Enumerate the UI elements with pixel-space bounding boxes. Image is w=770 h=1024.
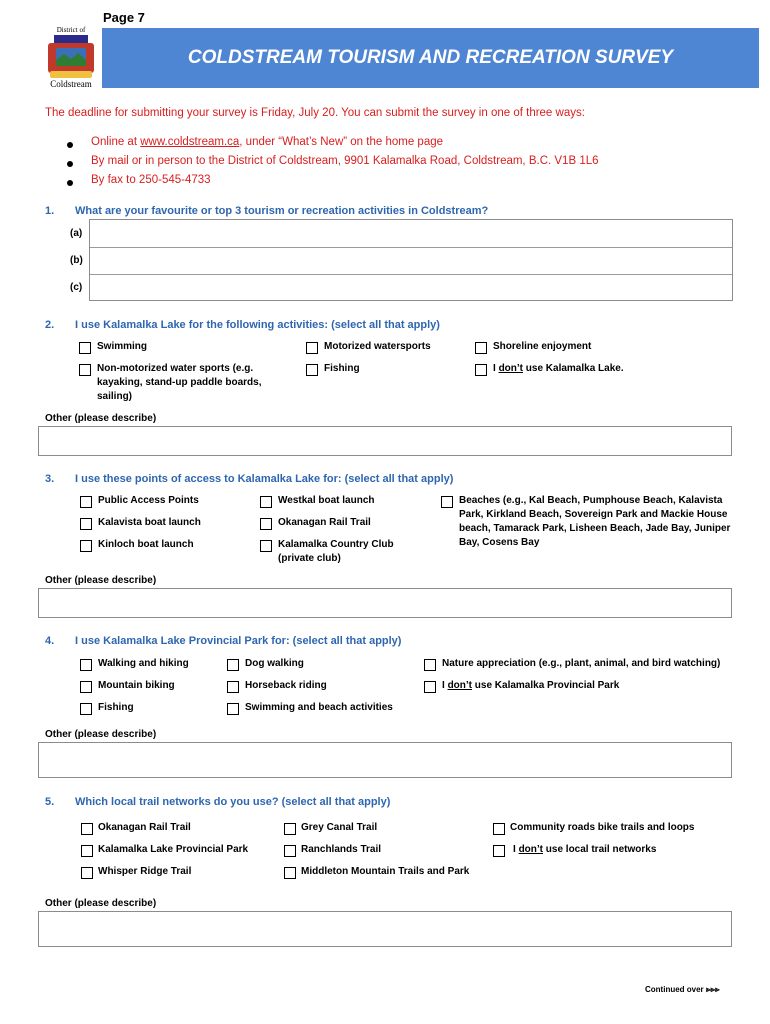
q5-kalamalka-checkbox[interactable] (81, 845, 93, 857)
q3-country-club-checkbox[interactable] (260, 540, 272, 552)
q5-other-label: Other (please describe) (45, 898, 157, 909)
q1-answer-a[interactable] (90, 220, 732, 247)
q4-nature-label: Nature appreciation (e.g., plant, animal, and bird watching) (442, 658, 721, 669)
bullet-icon (67, 161, 73, 167)
q3-westkal-label: Westkal boat launch (278, 495, 375, 506)
q5-dont-use-checkbox[interactable] (493, 845, 505, 857)
q2-motorized-label: Motorized watersports (324, 341, 431, 352)
q5-ranchlands-label: Ranchlands Trail (301, 844, 382, 855)
q4-dog-label: Dog walking (245, 658, 304, 669)
q4-dont-use-label: I don’t use Kalamalka Provincial Park (442, 680, 620, 691)
district-logo (40, 24, 102, 90)
q2-nonmotorized-checkbox[interactable] (79, 364, 91, 376)
bullet-icon (67, 180, 73, 186)
q4-other-label: Other (please describe) (45, 729, 157, 740)
q3-westkal-checkbox[interactable] (260, 496, 272, 508)
q2-number: 2. (45, 319, 55, 331)
q4-number: 4. (45, 635, 55, 647)
q3-public-checkbox[interactable] (80, 496, 92, 508)
way-online: Online at www.coldstream.ca, under “What’s New” on the home page (91, 136, 444, 148)
q5-whisper-checkbox[interactable] (81, 867, 93, 879)
q1-number: 1. (45, 205, 55, 217)
q4-fishing-label: Fishing (98, 702, 134, 713)
q3-other-label: Other (please describe) (45, 575, 157, 586)
q1-label-a: (a) (70, 228, 83, 239)
survey-title: COLDSTREAM TOURISM AND RECREATION SURVEY (187, 47, 674, 68)
q1-answer-c[interactable] (90, 274, 732, 302)
q3-country-club-label: Kalamalka Country Club (private club) (278, 539, 394, 564)
q5-number: 5. (45, 796, 55, 808)
q1-question: What are your favourite or top 3 tourism or recreation activities in Coldstream? (75, 205, 489, 217)
q5-dont-use-label: I don’t use local trail networks (513, 844, 657, 855)
q5-other-input[interactable] (38, 911, 732, 947)
q2-shoreline-checkbox[interactable] (475, 342, 487, 354)
q4-nature-checkbox[interactable] (424, 659, 436, 671)
q2-fishing-checkbox[interactable] (306, 364, 318, 376)
q2-swimming-checkbox[interactable] (79, 342, 91, 354)
q3-number: 3. (45, 473, 55, 485)
q4-biking-label: Mountain biking (98, 680, 175, 691)
q5-community-checkbox[interactable] (493, 823, 505, 835)
q2-motorized-checkbox[interactable] (306, 342, 318, 354)
logo-top-text: District of (56, 26, 86, 34)
q5-okanagan-label: Okanagan Rail Trail (98, 822, 191, 833)
q4-fishing-checkbox[interactable] (80, 703, 92, 715)
q4-dog-checkbox[interactable] (227, 659, 239, 671)
q5-middleton-label: Middleton Mountain Trails and Park (301, 866, 470, 877)
q5-whisper-label: Whisper Ridge Trail (98, 866, 192, 877)
q2-dont-use-label: I don’t use Kalamalka Lake. (493, 363, 624, 374)
q5-middleton-checkbox[interactable] (284, 867, 296, 879)
deadline-text: The deadline for submitting your survey is Friday, July 20. You can submit the survey in one of three ways: (45, 107, 585, 119)
q5-grey-canal-checkbox[interactable] (284, 823, 296, 835)
q4-walking-label: Walking and hiking (98, 658, 189, 669)
q2-question: I use Kalamalka Lake for the following activities: (select all that apply) (75, 319, 440, 331)
arrow-icon: ⪢⪢⪢ (705, 985, 720, 994)
q4-swimming-label: Swimming and beach activities (245, 702, 393, 713)
q1-label-b: (b) (70, 255, 83, 266)
q4-horse-checkbox[interactable] (227, 681, 239, 693)
q2-shoreline-label: Shoreline enjoyment (493, 341, 592, 352)
page-number: Page 7 (103, 10, 145, 25)
q3-kinloch-checkbox[interactable] (80, 540, 92, 552)
q5-ranchlands-checkbox[interactable] (284, 845, 296, 857)
q5-community-label: Community roads bike trails and loops (510, 822, 695, 833)
q2-nonmotorized-label: Non-motorized water sports (e.g. kayaking, stand-up paddle boards, sailing) (97, 363, 262, 402)
q3-okanagan-label: Okanagan Rail Trail (278, 517, 371, 528)
q2-fishing-label: Fishing (324, 363, 360, 374)
q1-label-c: (c) (70, 282, 83, 293)
q4-dont-use-checkbox[interactable] (424, 681, 436, 693)
q3-beaches-label: Beaches (e.g., Kal Beach, Pumphouse Beach, Kalavista Park, Kirkland Beach, Sovereign Park and Mackie House beach, Tamarack Park, Lisheen Beach, Jade Bay, Juniper Bay, Cosens Bay (459, 495, 731, 548)
q2-dont-use-checkbox[interactable] (475, 364, 487, 376)
q3-public-label: Public Access Points (98, 495, 199, 506)
q3-kalavista-checkbox[interactable] (80, 518, 92, 530)
q3-beaches-checkbox[interactable] (441, 496, 453, 508)
q2-other-label: Other (please describe) (45, 413, 157, 424)
continued-over: Continued over ⪢⪢⪢ (645, 985, 720, 994)
way-mail: By mail or in person to the District of Coldstream, 9901 Kalamalka Road, Coldstream, B.C. V1B 1L6 (91, 155, 599, 167)
q1-answer-grid (89, 219, 733, 301)
logo-bottom-text: Coldstream (50, 79, 92, 89)
q4-question: I use Kalamalka Lake Provincial Park for: (select all that apply) (75, 635, 402, 647)
q3-other-input[interactable] (38, 588, 732, 618)
q5-kalamalka-label: Kalamalka Lake Provincial Park (98, 844, 249, 855)
q5-okanagan-checkbox[interactable] (81, 823, 93, 835)
q4-other-input[interactable] (38, 742, 732, 778)
q2-other-input[interactable] (38, 426, 732, 456)
q3-question: I use these points of access to Kalamalka Lake for: (select all that apply) (75, 473, 454, 485)
q3-kinloch-label: Kinloch boat launch (98, 539, 194, 550)
bullet-icon (67, 142, 73, 148)
q4-swimming-checkbox[interactable] (227, 703, 239, 715)
q5-grey-canal-label: Grey Canal Trail (301, 822, 378, 833)
q3-okanagan-checkbox[interactable] (260, 518, 272, 530)
website-link[interactable]: www.coldstream.ca (140, 136, 240, 148)
q2-swimming-label: Swimming (97, 341, 148, 352)
q4-biking-checkbox[interactable] (80, 681, 92, 693)
q5-question: Which local trail networks do you use? (select all that apply) (75, 796, 391, 808)
q4-walking-checkbox[interactable] (80, 659, 92, 671)
q1-answer-b[interactable] (90, 247, 732, 275)
q3-kalavista-label: Kalavista boat launch (98, 517, 201, 528)
q4-horse-label: Horseback riding (245, 680, 327, 691)
way-fax: By fax to 250-545-4733 (91, 174, 211, 186)
